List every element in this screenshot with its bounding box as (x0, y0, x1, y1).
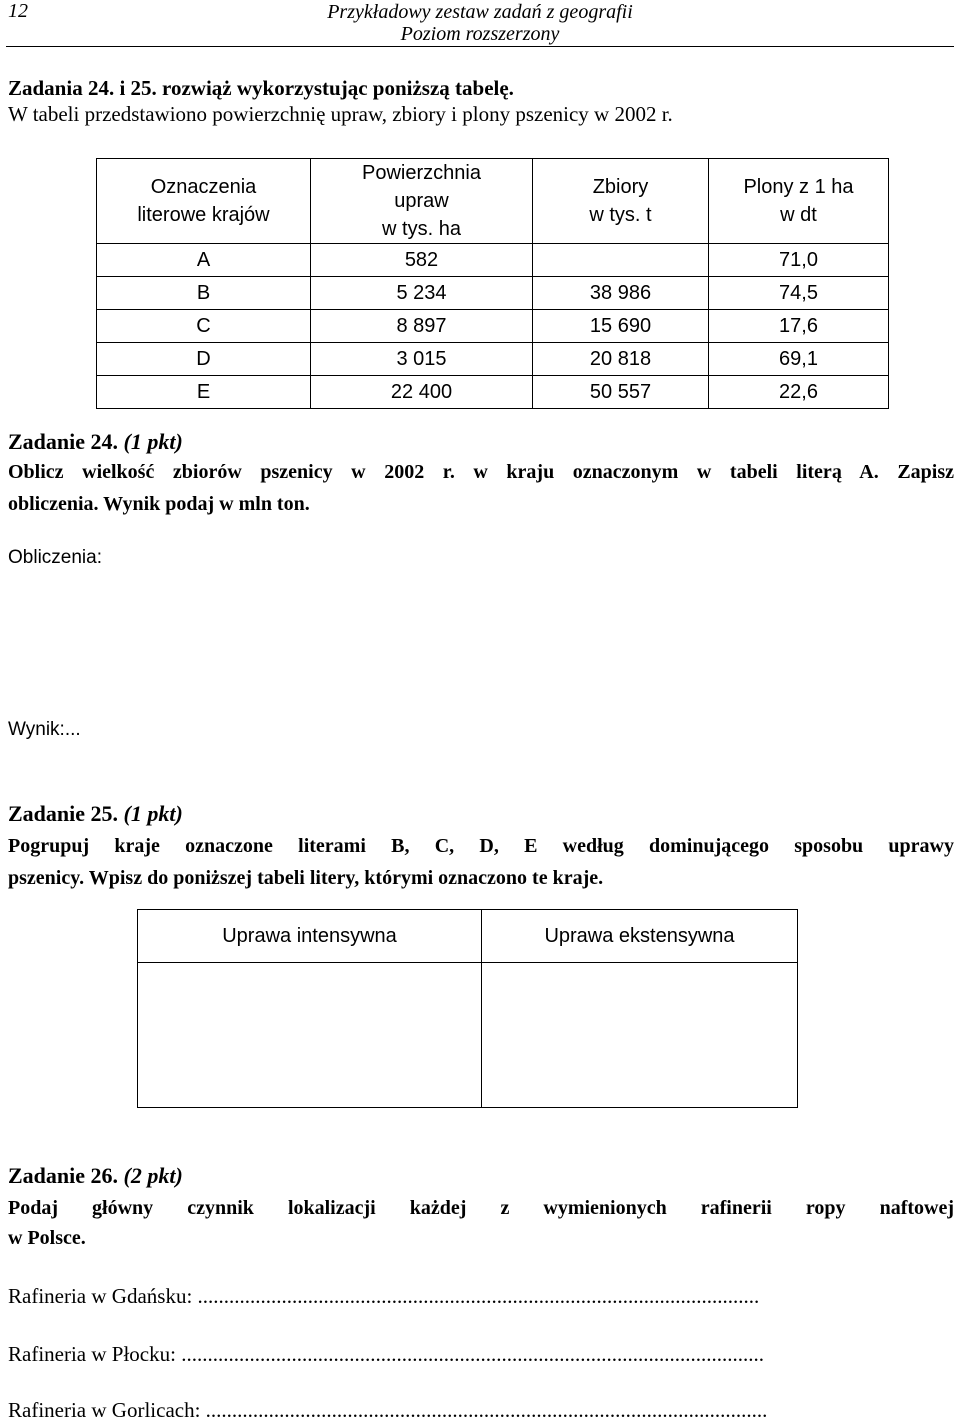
table-cell: 582 (311, 244, 533, 277)
task26-instruction-2: w Polsce. (8, 1227, 86, 1249)
task26-points: (2 pkt) (123, 1163, 183, 1188)
table-cell: 17,6 (709, 310, 889, 343)
task25-instruction-1: Pogrupuj kraje oznaczone literami B, C, D, E według dominującego sposobu uprawy (8, 835, 954, 857)
table-cell: 50 557 (533, 376, 709, 409)
extensive-answer-cell[interactable] (482, 963, 798, 1108)
table-row (97, 310, 889, 343)
table-row (97, 376, 889, 409)
table-cell: E (97, 376, 311, 409)
header-title: Przykładowy zestaw zadań z geografii (327, 1, 633, 23)
table-row (97, 343, 889, 376)
page-number: 12 (8, 0, 28, 22)
table-cell: 22 400 (311, 376, 533, 409)
task24-points: (1 pkt) (123, 429, 183, 454)
table-cell: 69,1 (709, 343, 889, 376)
header-subtitle: Poziom rozszerzony (400, 23, 560, 45)
table-cell: A (97, 244, 311, 277)
table-cell: 20 818 (533, 343, 709, 376)
header-extensive: Uprawa ekstensywna (482, 910, 798, 963)
task24-instruction-1: Oblicz wielkość zbiorów pszenicy w 2002 r. w kraju oznaczonym w tabeli literą A. Zapisz (8, 461, 954, 483)
header-country-letters: Oznaczenia literowe krajów (97, 159, 311, 244)
table-cell: 74,5 (709, 277, 889, 310)
task26-instruction-1: Podaj główny czynnik lokalizacji każdej z wymienionych rafinerii ropy naftowej (8, 1197, 954, 1219)
task25-instruction-2: pszenicy. Wpisz do poniższej tabeli litery, którymi oznaczono te kraje. (8, 867, 604, 889)
task24-title: Zadanie 24. (8, 429, 119, 454)
answer-gorlice[interactable]: Rafineria w Gorlicach: ........................................................................................................... (8, 1398, 768, 1422)
header-intensive: Uprawa intensywna (138, 910, 482, 963)
crop-data-table (96, 158, 889, 409)
task26-heading (8, 1162, 183, 1190)
table-cell: 38 986 (533, 277, 709, 310)
table-cell: 22,6 (709, 376, 889, 409)
table-header-row (97, 159, 889, 244)
table-cell: 71,0 (709, 244, 889, 277)
task24-heading (8, 428, 183, 456)
intensive-answer-cell[interactable] (138, 963, 482, 1108)
header-yield: Plony z 1 ha w dt (709, 159, 889, 244)
grouping-table (137, 909, 798, 1108)
intro-heading: Zadania 24. i 25. rozwiąż wykorzystując poniższą tabelę. (8, 76, 514, 100)
answer-gdansk[interactable]: Rafineria w Gdańsku: ........................................................................................................... (8, 1284, 760, 1308)
intro-description: W tabeli przedstawiono powierzchnię upraw, zbiory i plony pszenicy w 2002 r. (8, 102, 673, 126)
header-area: Powierzchnia upraw w tys. ha (311, 159, 533, 244)
calculations-label: Obliczenia: (8, 547, 102, 568)
table-cell: D (97, 343, 311, 376)
header-harvest: Zbiory w tys. t (533, 159, 709, 244)
table-cell: 3 015 (311, 343, 533, 376)
header-divider (6, 46, 954, 47)
table-cell-empty (533, 244, 709, 277)
answer-plock[interactable]: Rafineria w Płocku: ............................................................................................................... (8, 1342, 764, 1366)
task25-heading (8, 800, 183, 828)
task25-title: Zadanie 25. (8, 801, 119, 826)
table-row (97, 244, 889, 277)
table-cell: 15 690 (533, 310, 709, 343)
table-cell: 5 234 (311, 277, 533, 310)
table-cell: C (97, 310, 311, 343)
result-field[interactable]: Wynik:... (8, 719, 81, 740)
table-cell: 8 897 (311, 310, 533, 343)
task25-points: (1 pkt) (123, 801, 183, 826)
table-row (97, 277, 889, 310)
task24-instruction-2: obliczenia. Wynik podaj w mln ton. (8, 493, 310, 515)
task26-title: Zadanie 26. (8, 1163, 119, 1188)
grouping-header-row (138, 910, 798, 963)
table-cell: B (97, 277, 311, 310)
grouping-answer-row (138, 963, 798, 1108)
